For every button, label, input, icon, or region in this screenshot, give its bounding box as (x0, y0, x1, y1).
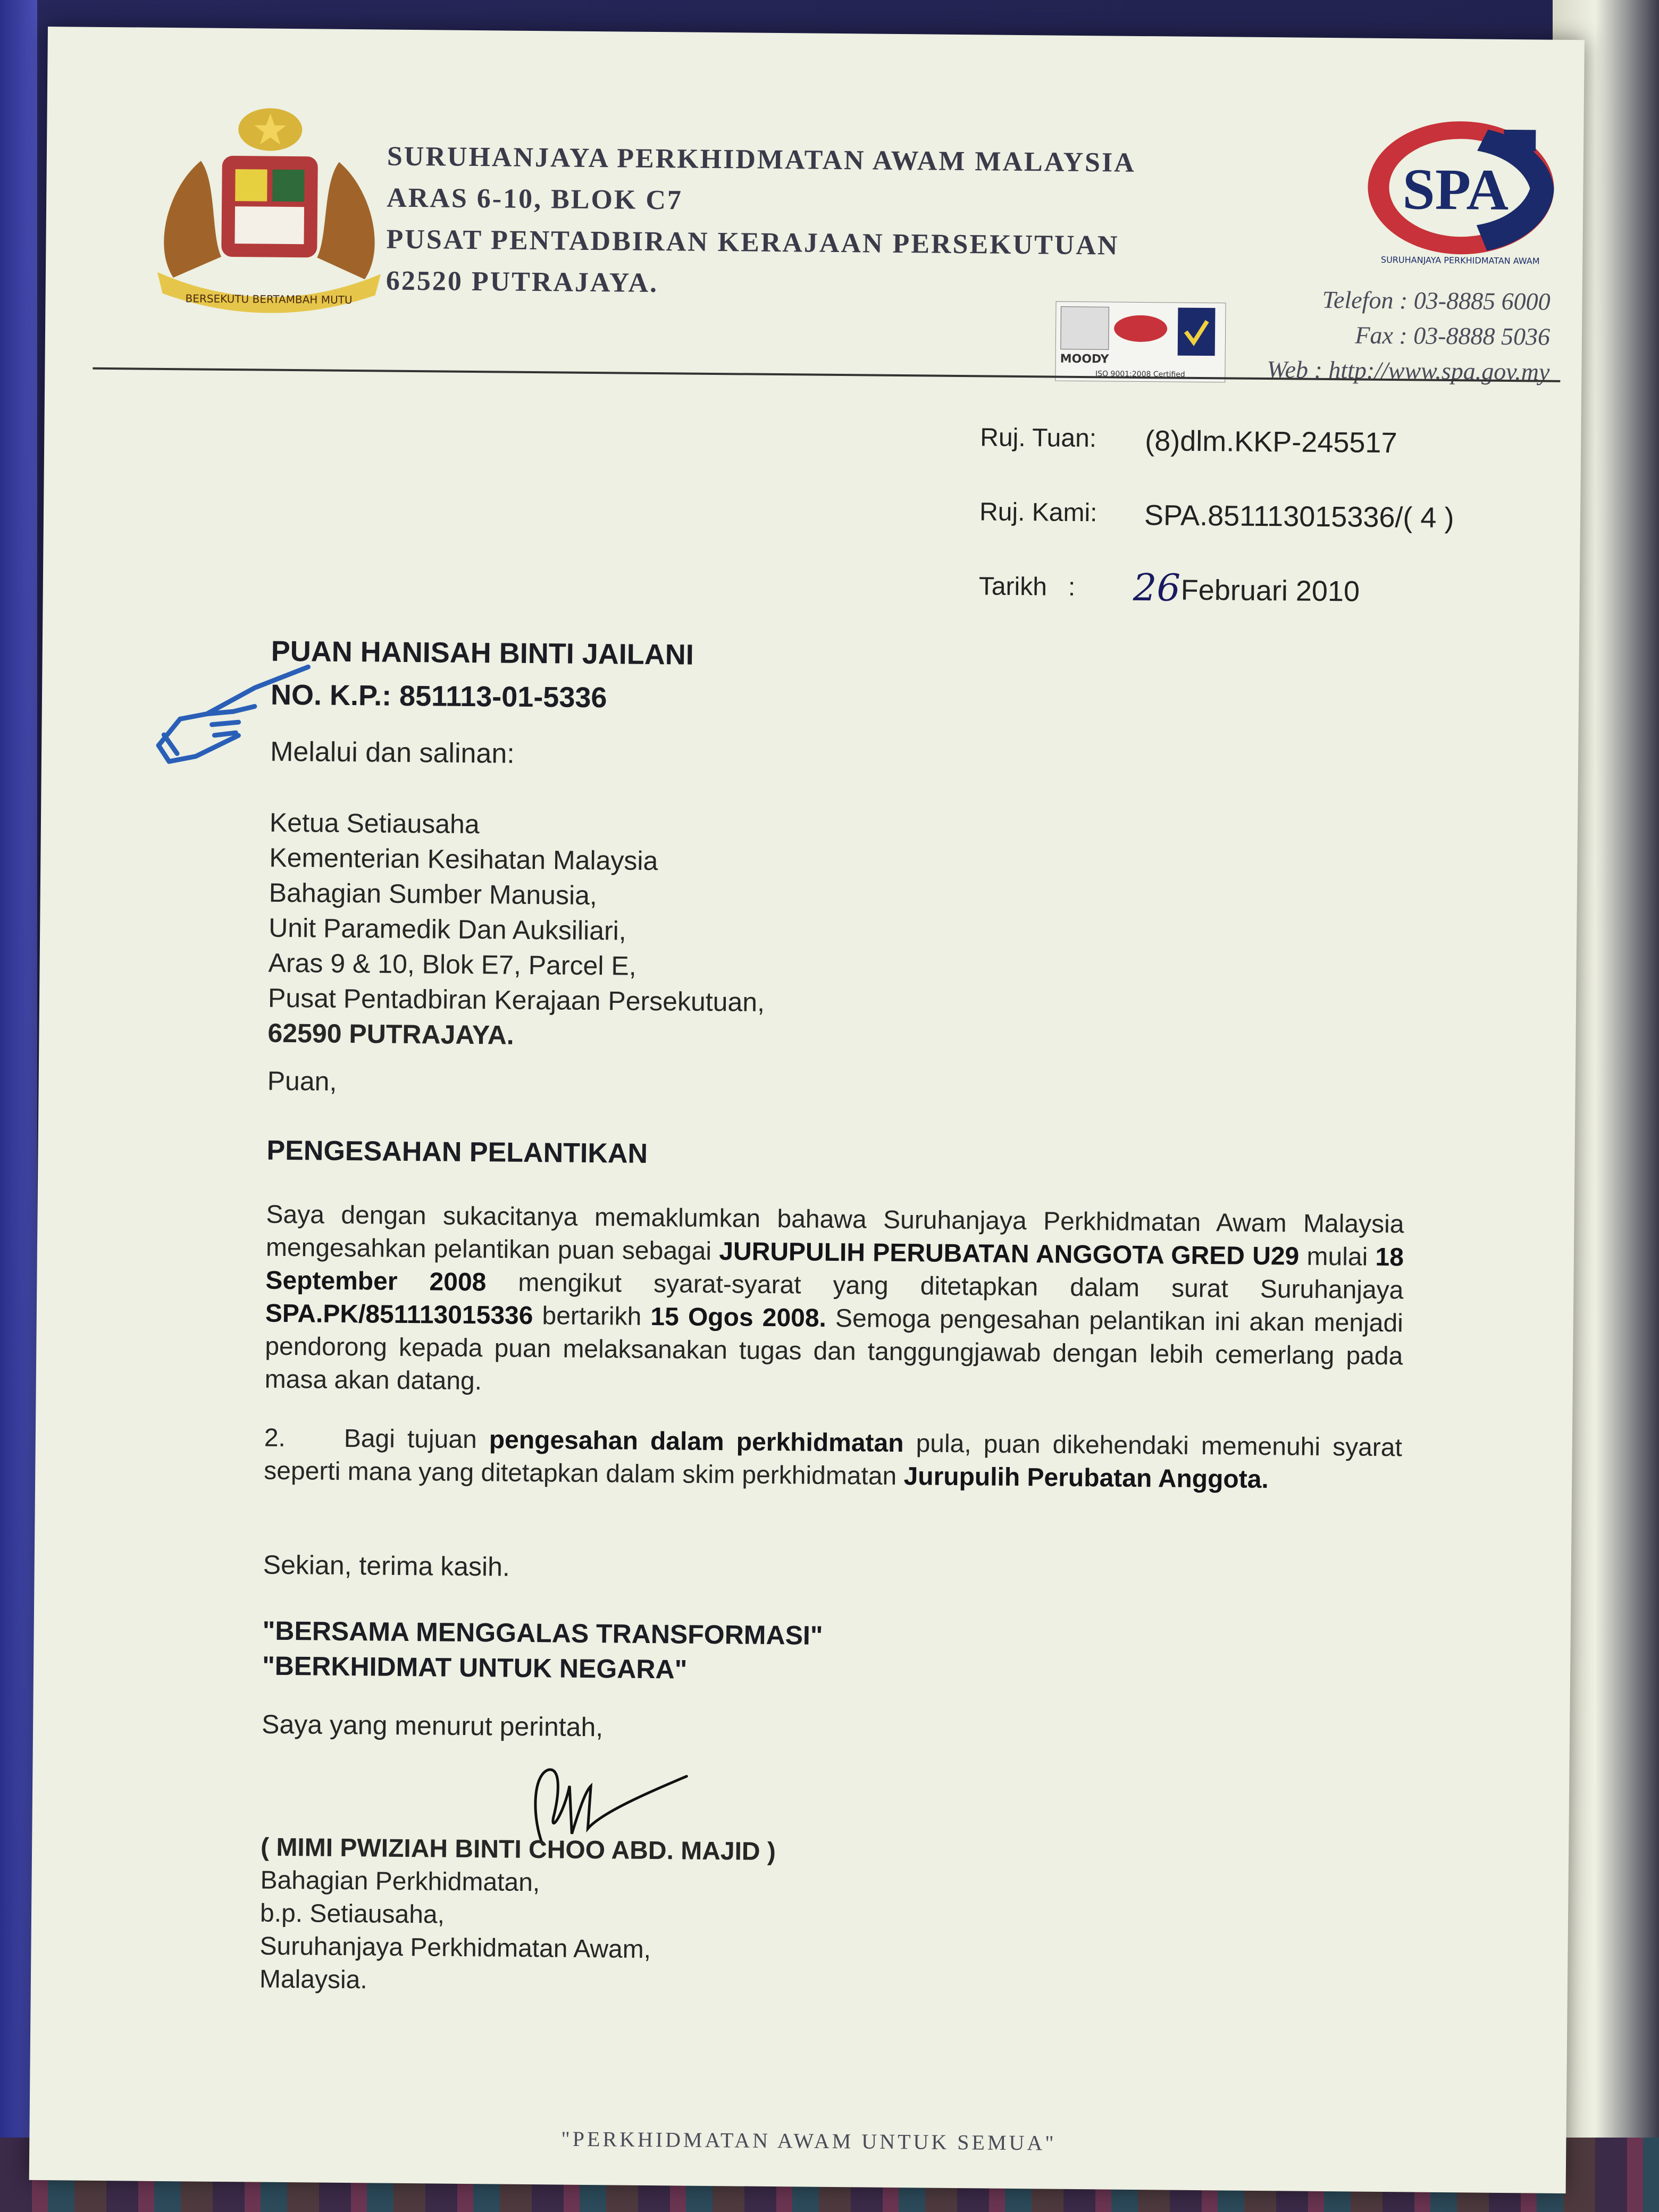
address-line: 62520 PUTRAJAYA. (386, 265, 659, 299)
address-line: PUSAT PENTADBIRAN KERAJAAN PERSEKUTUAN (386, 224, 1119, 261)
bold-run: 18 September 2008 (265, 1243, 1404, 1297)
slogan-line: "BERSAMA MENGGALAS TRANSFORMASI" (262, 1615, 823, 1650)
tarikh-label: Tarikh : (978, 572, 1076, 601)
ruj-tuan-row (979, 423, 1397, 497)
ruj-kami-label: Ruj. Kami: (979, 498, 1097, 527)
signer-block (259, 1831, 776, 2000)
signer-line: Malaysia. (259, 1965, 367, 1995)
recipient-ic: NO. K.P.: 851113-01-5336 (270, 678, 607, 714)
text-run: pula, puan dikehendaki memenuhi syarat seperti mana yang ditetapkan dalam skim perkhidmatan (264, 1429, 1403, 1491)
bold-run: Jurupulih Perubatan Anggota. (903, 1462, 1269, 1494)
copy-address-line: Aras 9 & 10, Blok E7, Parcel E, (268, 948, 636, 981)
coat-of-arms-icon (120, 96, 420, 322)
telefon-text: Telefon : 03-8885 6000 (1322, 286, 1551, 315)
web-text: Web : http://www.spa.gov.my (1267, 356, 1550, 386)
copy-address-postcode: 62590 PUTRAJAYA. (267, 1018, 514, 1050)
signer-line: Bahagian Perkhidmatan, (260, 1866, 540, 1897)
closing-line: Sekian, terima kasih. (263, 1549, 510, 1582)
tarikh-day-handwritten: 26 (1133, 565, 1181, 610)
signer-line: b.p. Setiausaha, (259, 1899, 445, 1929)
body-paragraph-2 (264, 1422, 1402, 1498)
copy-address-line: Pusat Pentadbiran Kerajaan Persekutuan, (267, 983, 765, 1017)
signer-name: ( MIMI PWIZIAH BINTI CHOO ABD. MAJID ) (260, 1833, 776, 1866)
text-run: Bagi tujuan (343, 1424, 490, 1454)
signer-line: Suruhanjaya Perkhidmatan Awam, (259, 1932, 651, 1964)
address-line: ARAS 6-10, BLOK C7 (386, 182, 683, 216)
bold-run: pengesahan dalam perkhidmatan (489, 1426, 904, 1458)
body-paragraph-1 (265, 1199, 1404, 1406)
cert-badge-text: MOODY (1060, 352, 1109, 366)
ruj-kami-value: SPA.851113015336/( 4 ) (1144, 499, 1454, 534)
text-run: Saya dengan sukacitanya memaklumkan bahawa Suruhanjaya Perkhidmatan Awam Malaysia mengesahkan pelantikan puan sebagai (265, 1200, 1404, 1266)
recipient-block (271, 630, 694, 720)
salutation: Puan, (267, 1066, 337, 1096)
spa-logo-text: SPA (1402, 156, 1509, 222)
bold-run: 15 Ogos 2008. (650, 1302, 827, 1333)
crest-motto: BERSEKUTU BERTAMBAH MUTU (185, 292, 353, 307)
slogans (262, 1613, 823, 1688)
address-line: SURUHANJAYA PERKHIDMATAN AWAM MALAYSIA (387, 141, 1136, 178)
text-run: mulai (1299, 1242, 1376, 1271)
bold-run: SPA.PK/851113015336 (265, 1299, 533, 1330)
agency-address (386, 136, 1136, 308)
text-run: bertarikh (533, 1302, 651, 1331)
slogan-line: "BERKHIDMAT UNTUK NEGARA" (262, 1650, 688, 1685)
copy-address-line: Ketua Setiausaha (269, 807, 480, 840)
footer-motto: "PERKHIDMATAN AWAM UNTUK SEMUA" (561, 2126, 1057, 2155)
letter-page (29, 27, 1585, 2193)
ruj-tuan-value: (8)dlm.KKP-245517 (1145, 425, 1397, 459)
fax-text: Fax : 03-8888 5036 (1355, 321, 1551, 350)
copy-address (267, 805, 766, 1055)
text-run: Semoga pengesahan pelantikan ini akan menjadi pendorong kepada puan melaksanakan tugas dan tanggungjawab dengan lebih cemerlang pada masa akan datang. (264, 1304, 1404, 1396)
certification-badge-icon (1055, 301, 1226, 383)
via-copy-label: Melalui dan salinan: (270, 736, 515, 769)
text-run: mengikut syarat-syarat yang ditetapkan dalam surat Suruhanjaya (486, 1268, 1404, 1305)
spa-logo-icon (1354, 107, 1568, 279)
copy-address-line: Bahagian Sumber Manusia, (269, 877, 598, 911)
ruj-tuan-label: Ruj. Tuan: (980, 423, 1097, 453)
complimentary-close: Saya yang menurut perintah, (261, 1709, 604, 1742)
tarikh-month-year: Februari 2010 (1180, 574, 1360, 608)
cert-badge-subtext: ISO 9001:2008 Certified (1095, 370, 1185, 379)
copy-address-line: Unit Paramedik Dan Auksiliari, (268, 912, 626, 946)
bold-run: JURUPULIH PERUBATAN ANGGOTA GRED U29 (719, 1237, 1300, 1271)
contact-block (1267, 282, 1551, 390)
spa-logo-ring-text: SURUHANJAYA PERKHIDMATAN AWAM (1380, 254, 1540, 266)
reference-block (978, 423, 1454, 646)
subject-heading: PENGESAHAN PELANTIKAN (266, 1135, 648, 1169)
copy-address-line: Kementerian Kesihatan Malaysia (269, 842, 658, 876)
recipient-name: PUAN HANISAH BINTI JAILANI (271, 635, 694, 671)
paragraph-number: 2. (264, 1423, 286, 1452)
tarikh-row (978, 565, 1360, 646)
